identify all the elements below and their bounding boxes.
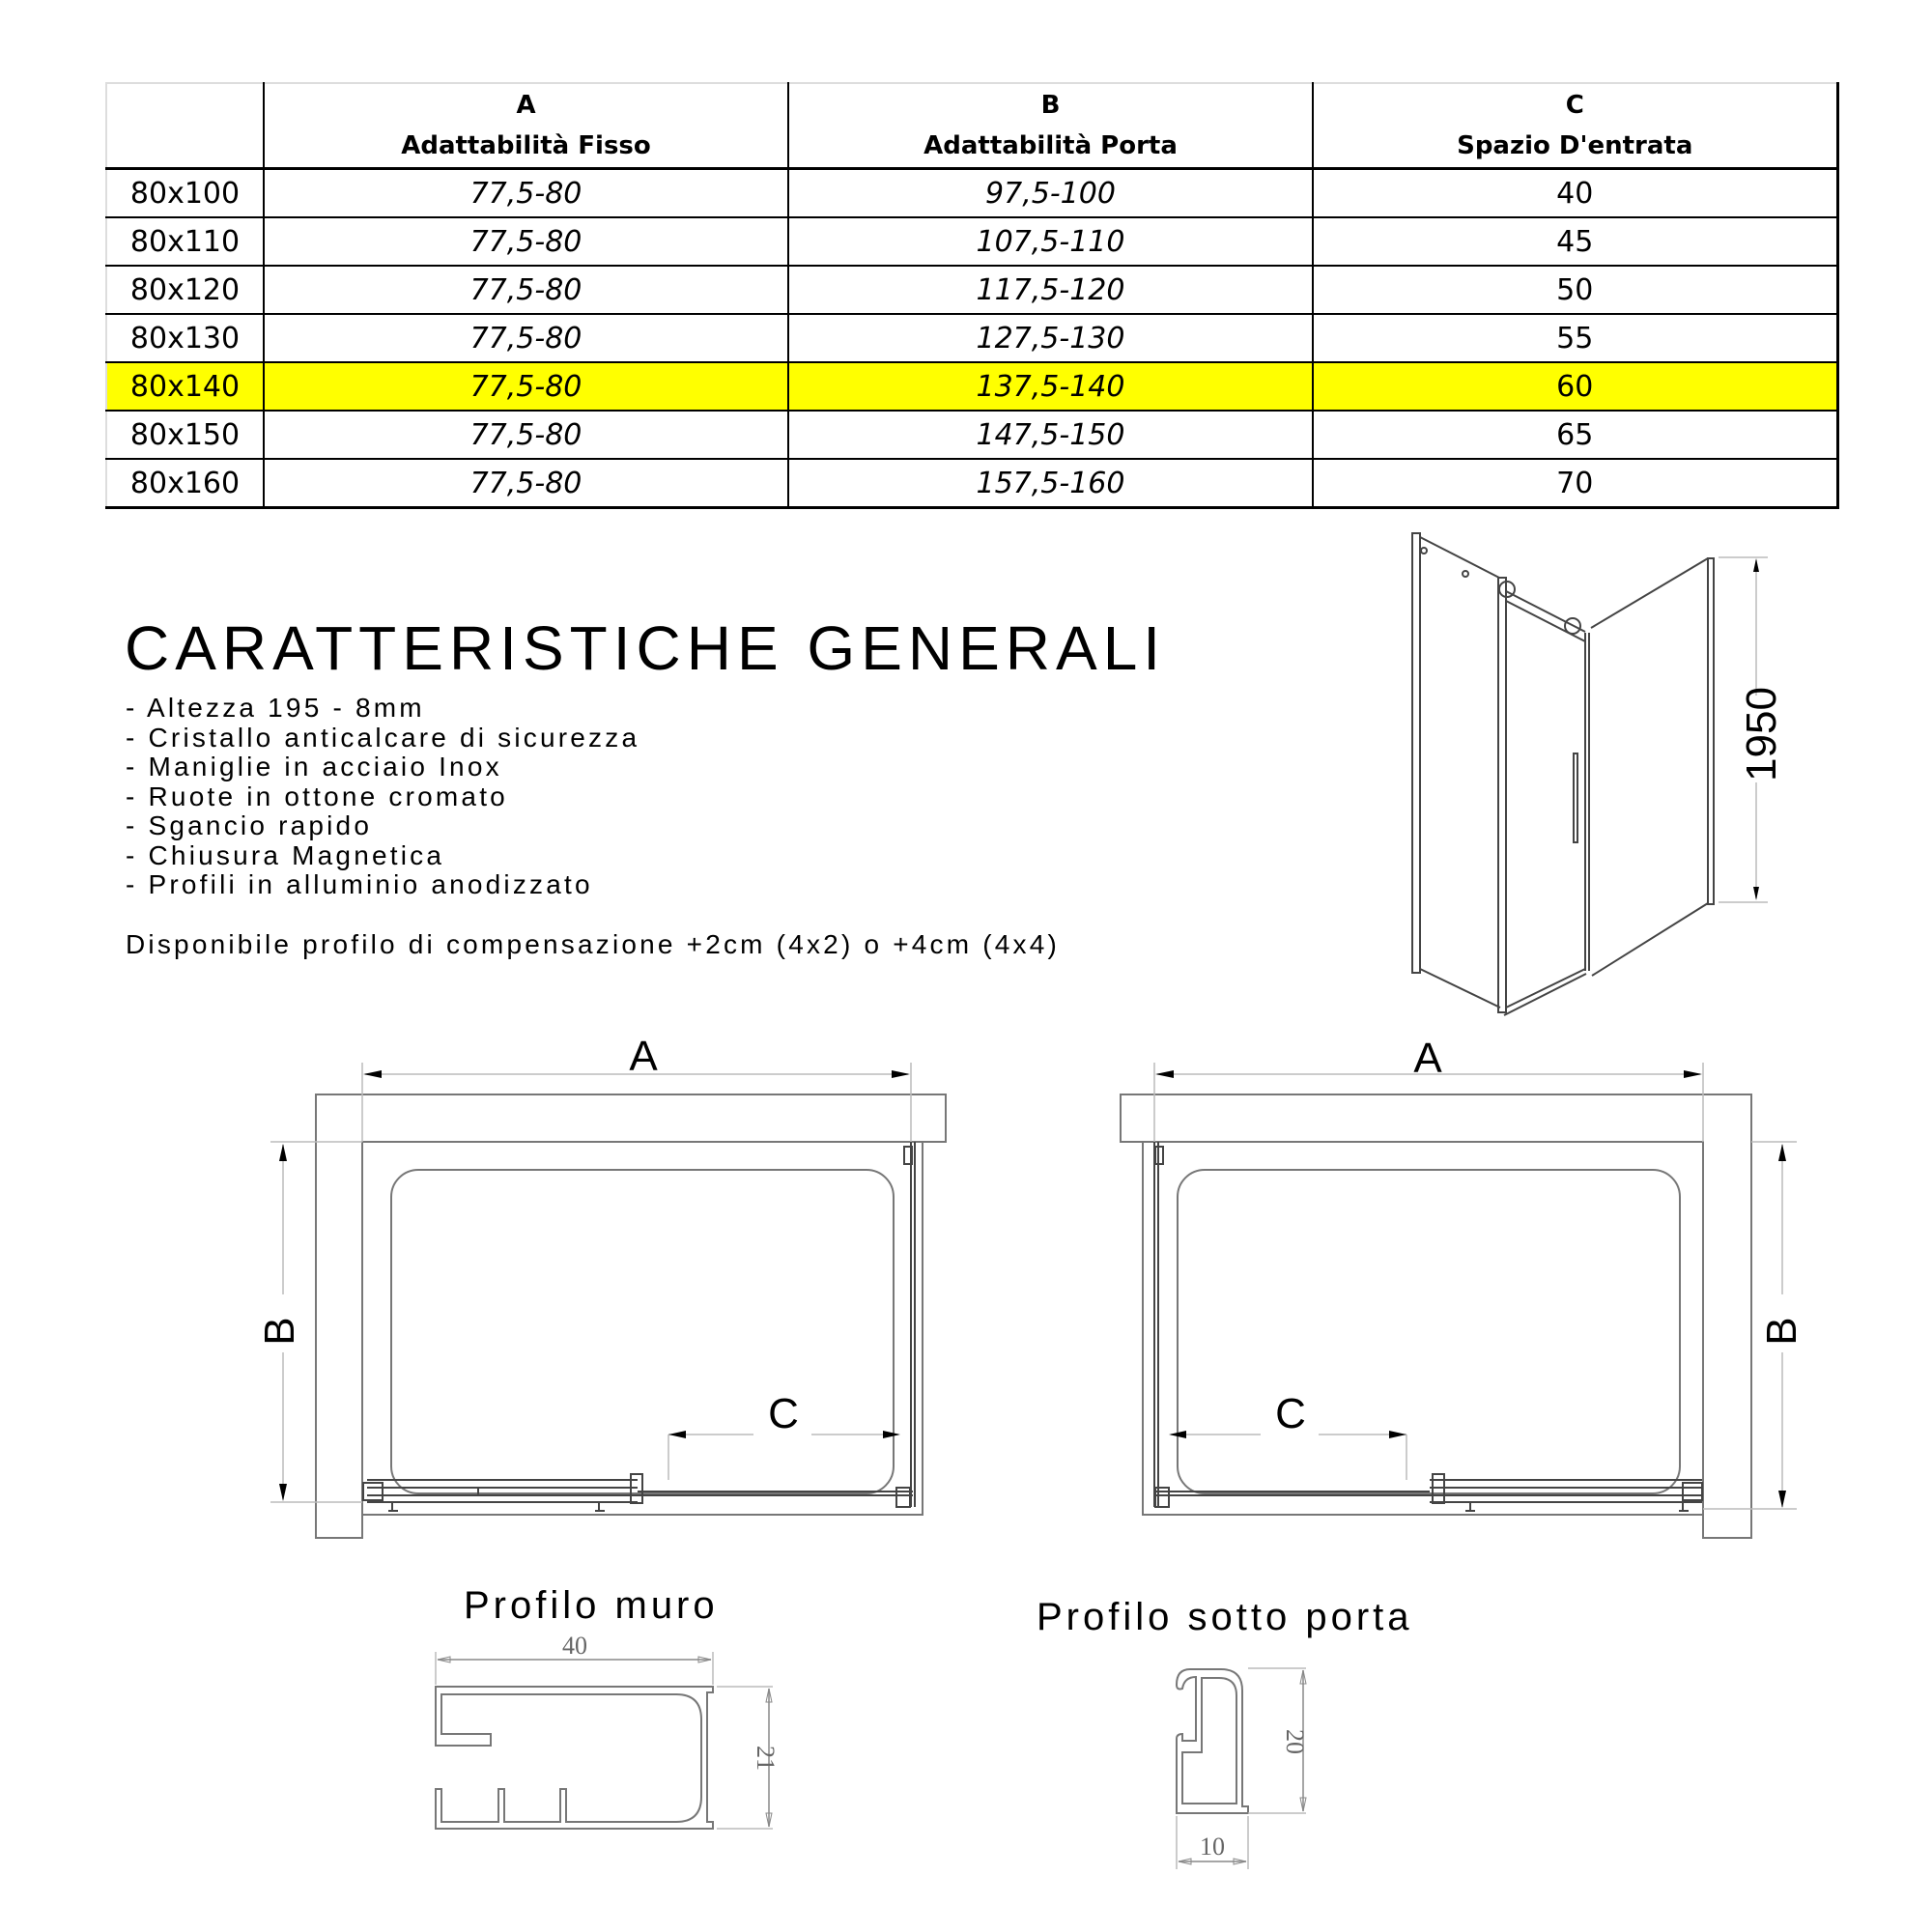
- cell-a: 77,5-80: [264, 169, 788, 218]
- door-profile-width-label: 10: [1200, 1833, 1225, 1861]
- cell-size: 80x140: [106, 362, 264, 411]
- cell-c: 45: [1313, 217, 1837, 266]
- cell-b: 97,5-100: [788, 169, 1313, 218]
- cell-a: 77,5-80: [264, 411, 788, 459]
- dimension-b-label: B: [1758, 1317, 1805, 1346]
- cell-a: 77,5-80: [264, 459, 788, 508]
- feature-item: - Altezza 195 - 8mm: [126, 693, 425, 723]
- cell-a: 77,5-80: [264, 314, 788, 362]
- cell-c: 55: [1313, 314, 1837, 362]
- feature-item: - Profili in alluminio anodizzato: [126, 869, 593, 899]
- dimension-c-label: C: [768, 1390, 799, 1437]
- feature-item: - Chiusura Magnetica: [126, 839, 445, 870]
- header-label: Adattabilità Porta: [923, 131, 1178, 160]
- cell-size: 80x110: [106, 217, 264, 266]
- feature-item: - Maniglie in acciaio Inox: [126, 752, 502, 781]
- dimension-b-label: B: [256, 1317, 303, 1346]
- wall-profile-width-label: 40: [562, 1632, 587, 1660]
- cell-c: 50: [1313, 266, 1837, 314]
- cell-size: 80x100: [106, 169, 264, 218]
- cell-size: 80x130: [106, 314, 264, 362]
- cell-a: 77,5-80: [264, 362, 788, 411]
- cell-b: 147,5-150: [788, 411, 1313, 459]
- height-dimension-label: 1950: [1738, 687, 1785, 781]
- cell-size: 80x120: [106, 266, 264, 314]
- feature-item: - Ruote in ottone cromato: [126, 781, 508, 811]
- header-label: Spazio D'entrata: [1457, 131, 1693, 160]
- cell-b: 157,5-160: [788, 459, 1313, 508]
- cell-b: 137,5-140: [788, 362, 1313, 411]
- dimension-c-label: C: [1275, 1390, 1306, 1437]
- cell-a: 77,5-80: [264, 217, 788, 266]
- cell-a: 77,5-80: [264, 266, 788, 314]
- dimension-a-label: A: [1413, 1035, 1442, 1082]
- cell-size: 80x160: [106, 459, 264, 508]
- compensation-profile-note: Disponibile profilo di compensazione +2cm (4x2) o +4cm (4x4): [126, 929, 1061, 959]
- header-letter: B: [1040, 91, 1061, 120]
- header-letter: C: [1565, 91, 1584, 120]
- wall-profile-height-label: 21: [752, 1746, 780, 1771]
- cell-c: 60: [1313, 362, 1837, 411]
- wall-profile-title: Profilo muro: [464, 1584, 719, 1627]
- dimension-a-label: A: [629, 1033, 658, 1080]
- cell-c: 70: [1313, 459, 1837, 508]
- cell-b: 117,5-120: [788, 266, 1313, 314]
- feature-item: - Cristallo anticalcare di sicurezza: [126, 722, 640, 753]
- cell-b: 127,5-130: [788, 314, 1313, 362]
- cell-c: 65: [1313, 411, 1837, 459]
- features-title: CARATTERISTICHE GENERALI: [125, 613, 1167, 683]
- cell-c: 40: [1313, 169, 1837, 218]
- feature-item: - Sgancio rapido: [126, 810, 373, 840]
- header-letter: A: [516, 91, 536, 120]
- door-profile-height-label: 20: [1281, 1729, 1309, 1754]
- header-label: Adattabilità Fisso: [401, 131, 651, 160]
- door-bottom-profile-title: Profilo sotto porta: [1037, 1596, 1413, 1638]
- cell-size: 80x150: [106, 411, 264, 459]
- cell-b: 107,5-110: [788, 217, 1313, 266]
